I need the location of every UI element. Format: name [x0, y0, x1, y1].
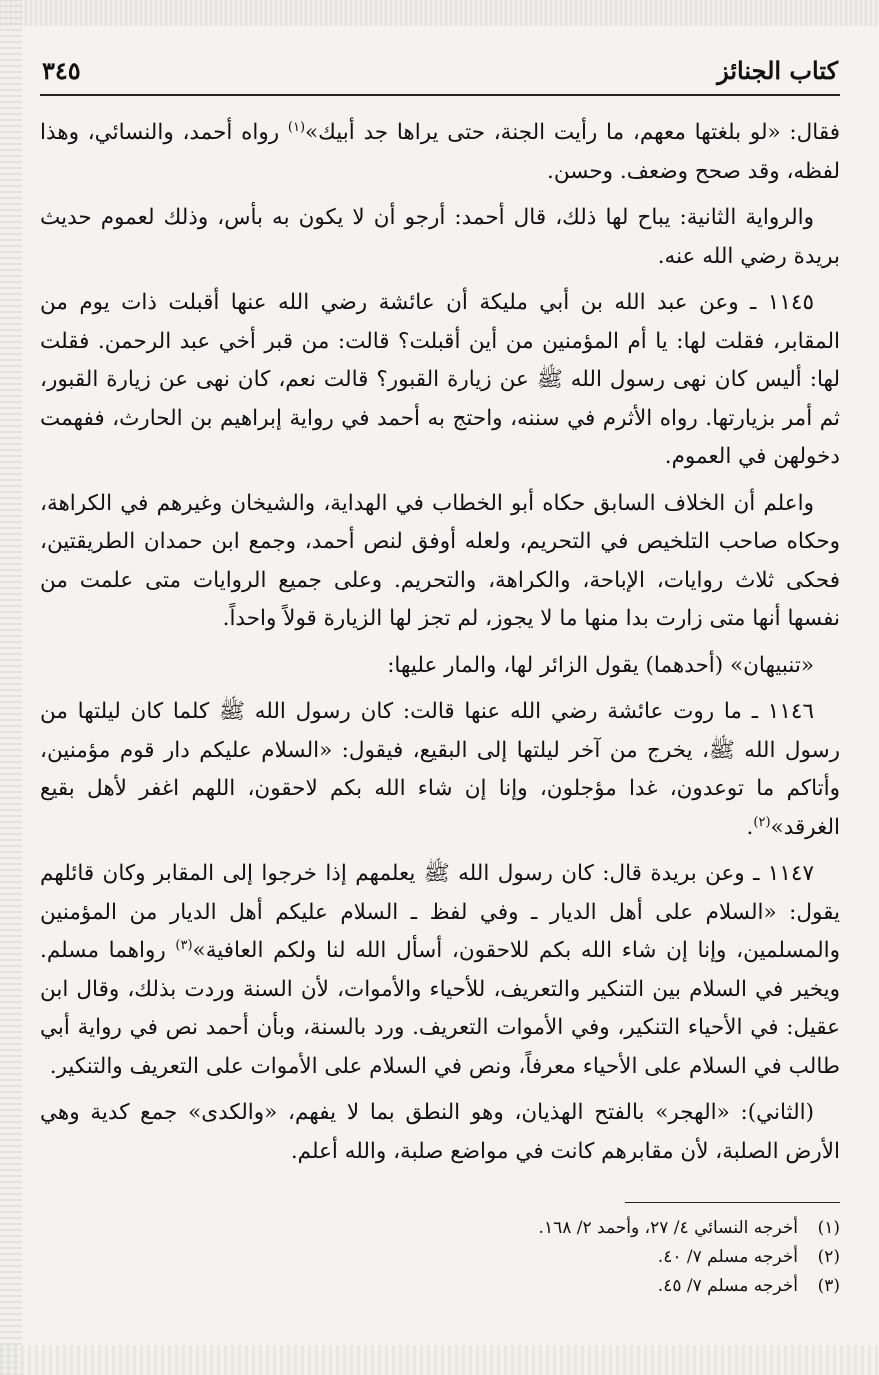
hadith-1146-text: ١١٤٦ ـ ما روت عائشة رضي الله عنها قالت: كان رسول الله ﷺ كلما كان ليلتها من رسول الله ﷺ، يخرج من آخر ليلتها إلى البقيع، فيقول: «السلام عليكم دار قوم مؤمنين، وأتاكم ما توعدون، غدا مؤجلون، وإنا إن شاء الله بكم لاحقون، اللهم اغفر لأهل بقيع الغرقد»: [40, 699, 840, 840]
footnote-3: [40, 1272, 840, 1301]
paragraph-1-continuation: رواه أحمد، والنسائي، وهذا لفظه، وقد صحح وضعف. وحسن.: [40, 120, 840, 184]
hadith-1146: [40, 693, 840, 847]
chapter-title: كتاب الجنائز: [717, 56, 838, 85]
footnote-1-text: أخرجه النسائي ٤/ ٢٧، وأحمد ٢/ ١٦٨.: [538, 1218, 798, 1238]
paragraph-2: والرواية الثانية: يباح لها ذلك، قال أحمد: أرجو أن لا يكون به بأس، وذلك لعموم حديث بريدة رضي الله عنه.: [40, 205, 840, 269]
footnote-1: [40, 1214, 840, 1243]
footnote-ref-1: (١): [287, 119, 306, 135]
paragraph-tanbihan: «تنبيهان» (أحدهما) يقول الزائر لها، والمار عليها:: [387, 652, 814, 678]
footnote-2-text: أخرجه مسلم ٧/ ٤٠.: [657, 1247, 798, 1267]
page-number: ٣٤٥: [42, 56, 81, 85]
footnote-2-number: (٢): [817, 1247, 840, 1267]
footnote-divider: [625, 1202, 840, 1203]
footnote-2: [40, 1243, 840, 1272]
scan-edge-bottom: [0, 1345, 879, 1375]
footnote-1-number: (١): [817, 1218, 840, 1238]
running-head: [40, 54, 840, 96]
footnote-3-number: (٣): [817, 1276, 840, 1296]
body-text: [40, 114, 840, 1179]
book-page: [40, 40, 840, 1340]
paragraph-1: [40, 114, 840, 191]
paragraph-1-text: فقال: «لو بلغتها معهم، ما رأيت الجنة، حتى يراها جد أبيك»: [305, 120, 840, 145]
footnote-ref-3: (٣): [175, 937, 193, 953]
scan-edge-top: [0, 0, 879, 26]
footnote-3-text: أخرجه مسلم ٧/ ٤٥.: [657, 1276, 798, 1296]
paragraph-khilaf: واعلم أن الخلاف السابق حكاه أبو الخطاب في الهداية، والشيخان وغيرهم في الكراهة، وحكاه صاحب التلخيص في التحريم، ولعله أوفق لنص أحمد، وجمع ابن حمدان الطريقتين، فحكى ثلاث روايات، الإباحة، والكراهة، والتحريم. وعلى جميع الروايات متى علمت من نفسها أنها متى زارت بدا منها ما لا يجوز، لم تجز لها الزيارة قولاً واحداً.: [40, 490, 840, 631]
hadith-1147-continuation: رواهما مسلم. ويخير في السلام بين التنكير والتعريف، للأحياء والأموات، لأن السنة وردت بذلك، وقال ابن عقيل: في الأحياء التنكير، وفي الأموات التعريف. ورد بالسنة، وبأن أحمد نص في رواية أبي طالب في السلام على الأحياء معرفاً، ونص في السلام على الأموات على التعريف والتنكير.: [40, 938, 840, 1079]
hadith-1146-end: .: [746, 814, 754, 840]
footnotes: [40, 1214, 840, 1301]
hadith-1147: [40, 855, 840, 1086]
scan-edge-left: [0, 0, 22, 1375]
paragraph-thani: (الثاني): «الهجر» بالفتح الهذيان، وهو النطق بما لا يفهم، «والكدى» جمع كدية وهي الأرض الصلبة، لأن مقابرهم كانت في مواضع صلبة، والله أعلم.: [40, 1100, 840, 1164]
hadith-1145: ١١٤٥ ـ وعن عبد الله بن أبي مليكة أن عائشة رضي الله عنها أقبلت ذات يوم من المقابر، فقلت لها: يا أم المؤمنين من أين أقبلت؟ قالت: من قبر أخي عبد الرحمن. فقلت لها: أليس كان نهى رسول الله ﷺ عن زيارة القبور؟ قالت نعم، كان نهى عن زيارة القبور، ثم أمر بزيارتها. رواه الأثرم في سننه، واحتج به أحمد في رواية إبراهيم بن الحارث، ففهمت دخولهن في العموم.: [40, 290, 840, 469]
hadith-1147-text: ١١٤٧ ـ وعن بريدة قال: كان رسول الله ﷺ يعلمهم إذا خرجوا إلى المقابر وكان قائلهم يقول: «السلام على أهل الديار ـ وفي لفظ ـ السلام عليكم أهل الديار من المؤمنين والمسلمين، وإنا إن شاء الله بكم للاحقون، أسأل الله لنا ولكم العافية»: [40, 861, 840, 963]
footnote-ref-2: (٢): [753, 814, 771, 830]
